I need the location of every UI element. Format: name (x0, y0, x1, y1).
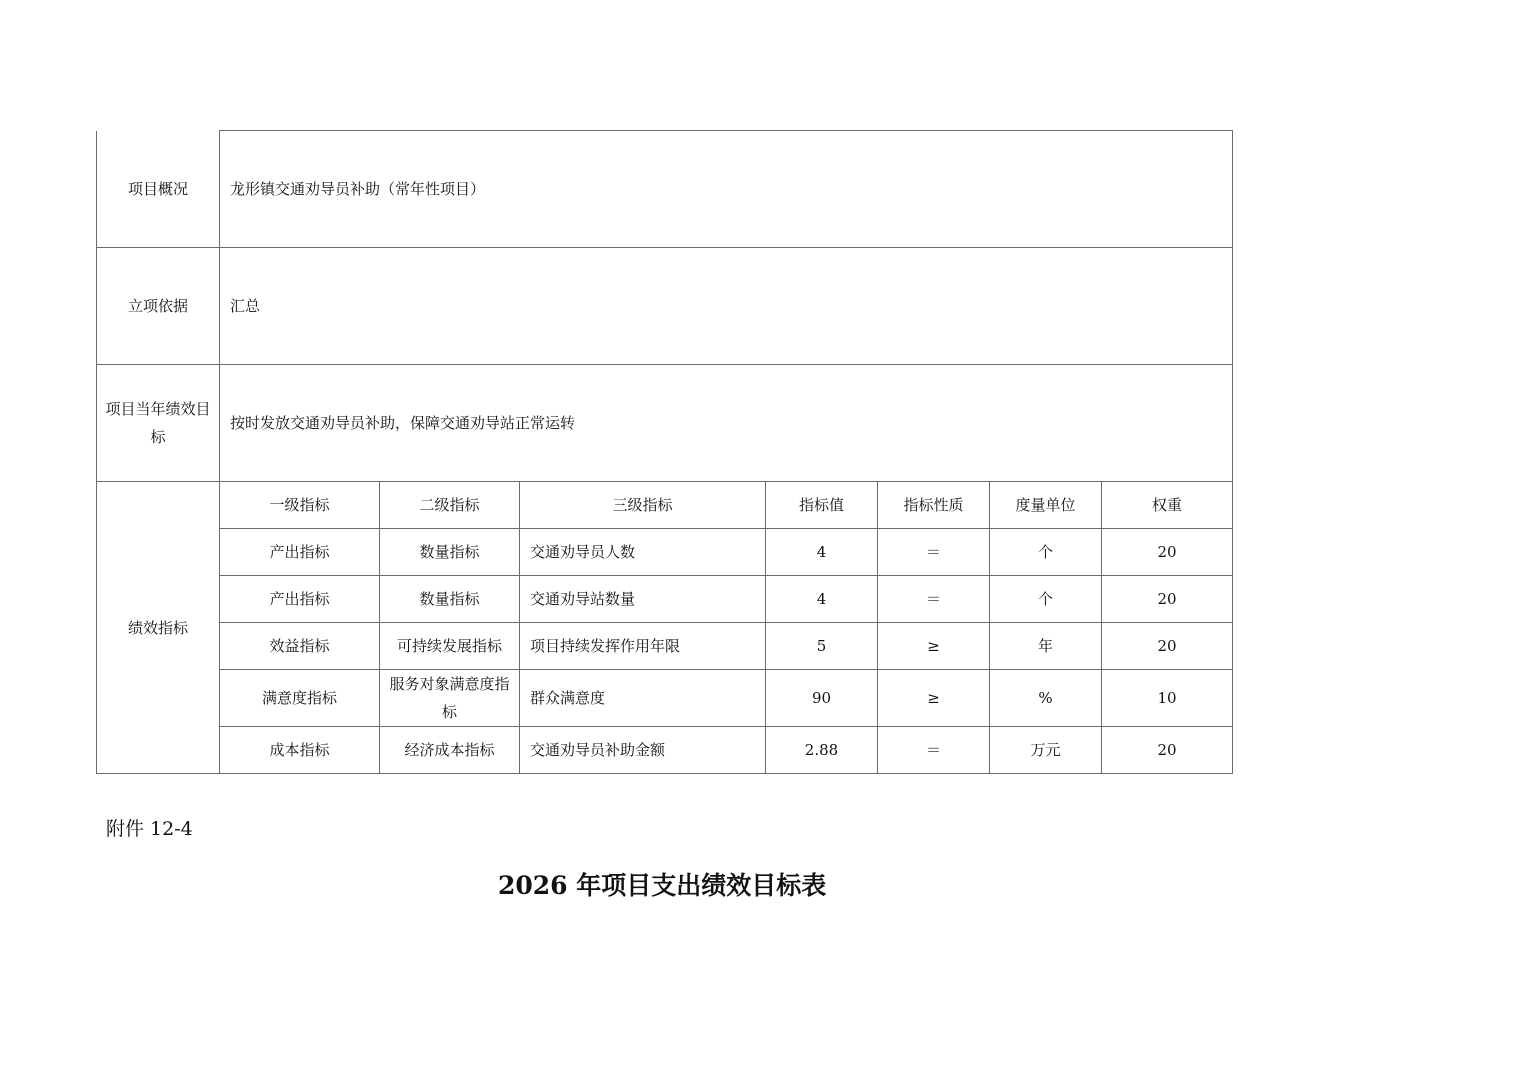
indicator-value: 90 (766, 670, 878, 727)
header-value: 指标值 (766, 482, 878, 529)
indicators-label: 绩效指标 (97, 482, 220, 774)
indicator-level3: 项目持续发挥作用年限 (520, 623, 766, 670)
indicator-weight: 20 (1102, 623, 1233, 670)
indicator-unit: 年 (990, 623, 1102, 670)
indicator-unit: 个 (990, 576, 1102, 623)
indicator-level3: 交通劝导员人数 (520, 529, 766, 576)
indicator-level1: 满意度指标 (220, 670, 380, 727)
goal-row (97, 365, 1233, 482)
basis-value: 汇总 (220, 248, 1233, 365)
indicator-level2: 服务对象满意度指标 (380, 670, 520, 727)
indicator-level2: 可持续发展指标 (380, 623, 520, 670)
indicator-weight: 20 (1102, 529, 1233, 576)
goal-value: 按时发放交通劝导员补助，保障交通劝导站正常运转 (220, 365, 1233, 482)
indicator-level2: 数量指标 (380, 529, 520, 576)
indicator-level1: 成本指标 (220, 727, 380, 774)
indicator-level3: 交通劝导员补助金额 (520, 727, 766, 774)
header-weight: 权重 (1102, 482, 1233, 529)
indicator-level2: 经济成本指标 (380, 727, 520, 774)
indicator-weight: 20 (1102, 576, 1233, 623)
header-level3: 三级指标 (520, 482, 766, 529)
indicator-level3: 交通劝导站数量 (520, 576, 766, 623)
table-row (97, 670, 1233, 727)
table-row (97, 529, 1233, 576)
table-row (97, 623, 1233, 670)
indicator-level1: 效益指标 (220, 623, 380, 670)
indicator-nature: ≥ (878, 623, 990, 670)
overview-value: 龙形镇交通劝导员补助（常年性项目） (220, 131, 1233, 248)
overview-label: 项目概况 (97, 131, 220, 248)
indicator-value: 2.88 (766, 727, 878, 774)
indicator-unit: 个 (990, 529, 1102, 576)
header-level1: 一级指标 (220, 482, 380, 529)
performance-target-table (96, 130, 1233, 774)
indicator-level1: 产出指标 (220, 529, 380, 576)
document-title: 2026 年项目支出绩效目标表 (498, 871, 827, 900)
indicator-nature: ＝ (878, 529, 990, 576)
indicator-level1: 产出指标 (220, 576, 380, 623)
indicator-weight: 10 (1102, 670, 1233, 727)
indicator-unit: % (990, 670, 1102, 727)
indicator-value: 5 (766, 623, 878, 670)
indicator-weight: 20 (1102, 727, 1233, 774)
table-row (97, 727, 1233, 774)
header-level2: 二级指标 (380, 482, 520, 529)
basis-row (97, 248, 1233, 365)
table-row (97, 576, 1233, 623)
goal-label: 项目当年绩效目标 (97, 365, 220, 482)
attachment-label: 附件 12-4 (106, 818, 193, 840)
indicator-unit: 万元 (990, 727, 1102, 774)
indicator-level3: 群众满意度 (520, 670, 766, 727)
indicator-nature: ≥ (878, 670, 990, 727)
indicator-value: 4 (766, 576, 878, 623)
indicator-level2: 数量指标 (380, 576, 520, 623)
header-nature: 指标性质 (878, 482, 990, 529)
indicator-header-row (97, 482, 1233, 529)
overview-row (97, 131, 1233, 248)
indicator-nature: ＝ (878, 576, 990, 623)
indicator-nature: ＝ (878, 727, 990, 774)
header-unit: 度量单位 (990, 482, 1102, 529)
basis-label: 立项依据 (97, 248, 220, 365)
indicator-value: 4 (766, 529, 878, 576)
